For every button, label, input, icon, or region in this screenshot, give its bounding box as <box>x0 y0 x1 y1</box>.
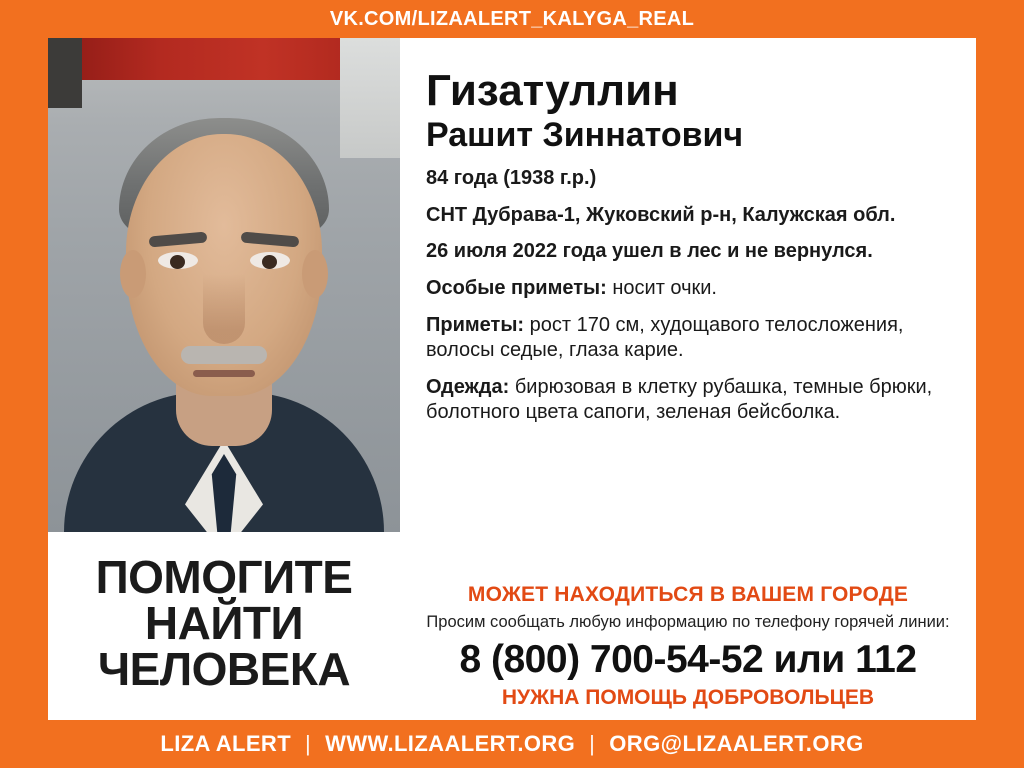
clothes-label: Одежда: <box>426 375 510 398</box>
help-headline <box>48 532 400 720</box>
footer-bar <box>0 720 1024 768</box>
photo-pupil-right <box>262 255 277 269</box>
help-line-3: ЧЕЛОВЕКА <box>97 643 351 695</box>
photo-pupil-left <box>170 255 185 269</box>
special-marks-row <box>426 276 950 302</box>
photo-ear-right <box>302 250 328 298</box>
help-line-2: НАЙТИ <box>144 597 304 649</box>
photo-column <box>48 38 400 720</box>
footer-separator-2: | <box>589 731 596 756</box>
photo-ear-left <box>120 250 146 298</box>
clothes-value: бирюзовая в клетку рубашка, темные брюки, болотного цвета сапоги, зеленая бейсболка. <box>426 375 933 424</box>
photo-eye-right <box>250 252 290 269</box>
appeal-block <box>426 583 950 710</box>
photo-nose <box>203 274 245 344</box>
vk-link-text: VK.COM/LIZAALERT_KALYGA_REAL <box>329 7 695 30</box>
clothes-row <box>426 375 950 426</box>
special-marks-label: Особые приметы: <box>426 277 607 300</box>
details-column <box>400 38 976 720</box>
photo-moustache <box>181 346 267 364</box>
appeal-subtitle: Просим сообщать любую информацию по телефону горячей линии: <box>426 613 950 631</box>
photo-dark-corner <box>48 38 82 108</box>
person-location: СНТ Дубрава-1, Жуковский р-н, Калужская обл. <box>426 203 896 226</box>
poster-body <box>0 38 1024 720</box>
hotline-phone[interactable]: 8 (800) 700-54-52 или 112 <box>459 638 917 681</box>
volunteers-needed: НУЖНА ПОМОЩЬ ДОБРОВОЛЬЦЕВ <box>501 686 875 709</box>
person-surname: Гизатуллин <box>426 66 679 115</box>
person-photo <box>48 38 400 532</box>
footer-email[interactable]: ORG@LIZAALERT.ORG <box>609 731 864 756</box>
photo-mouth <box>193 370 255 377</box>
photo-eye-left <box>158 252 198 269</box>
person-given-name: Рашит Зиннатович <box>426 116 744 155</box>
footer-separator-1: | <box>305 731 312 756</box>
special-marks-value: носит очки. <box>606 277 717 300</box>
features-value: рост 170 см, худощавого телосложения, волосы седые, глаза карие. <box>426 313 904 362</box>
footer-website[interactable]: WWW.LIZAALERT.ORG <box>325 731 576 756</box>
footer-org: LIZA ALERT <box>160 731 292 756</box>
appeal-title: МОЖЕТ НАХОДИТЬСЯ В ВАШЕМ ГОРОДЕ <box>467 583 909 606</box>
photo-white-block <box>340 38 400 158</box>
help-line-1: ПОМОГИТЕ <box>95 551 353 603</box>
features-row <box>426 313 950 364</box>
incident-description: 26 июля 2022 года ушел в лес и не вернулся. <box>426 240 873 263</box>
vk-link-bar <box>0 0 1024 38</box>
features-label: Приметы: <box>426 313 525 336</box>
person-age: 84 года (1938 г.р.) <box>426 167 597 190</box>
